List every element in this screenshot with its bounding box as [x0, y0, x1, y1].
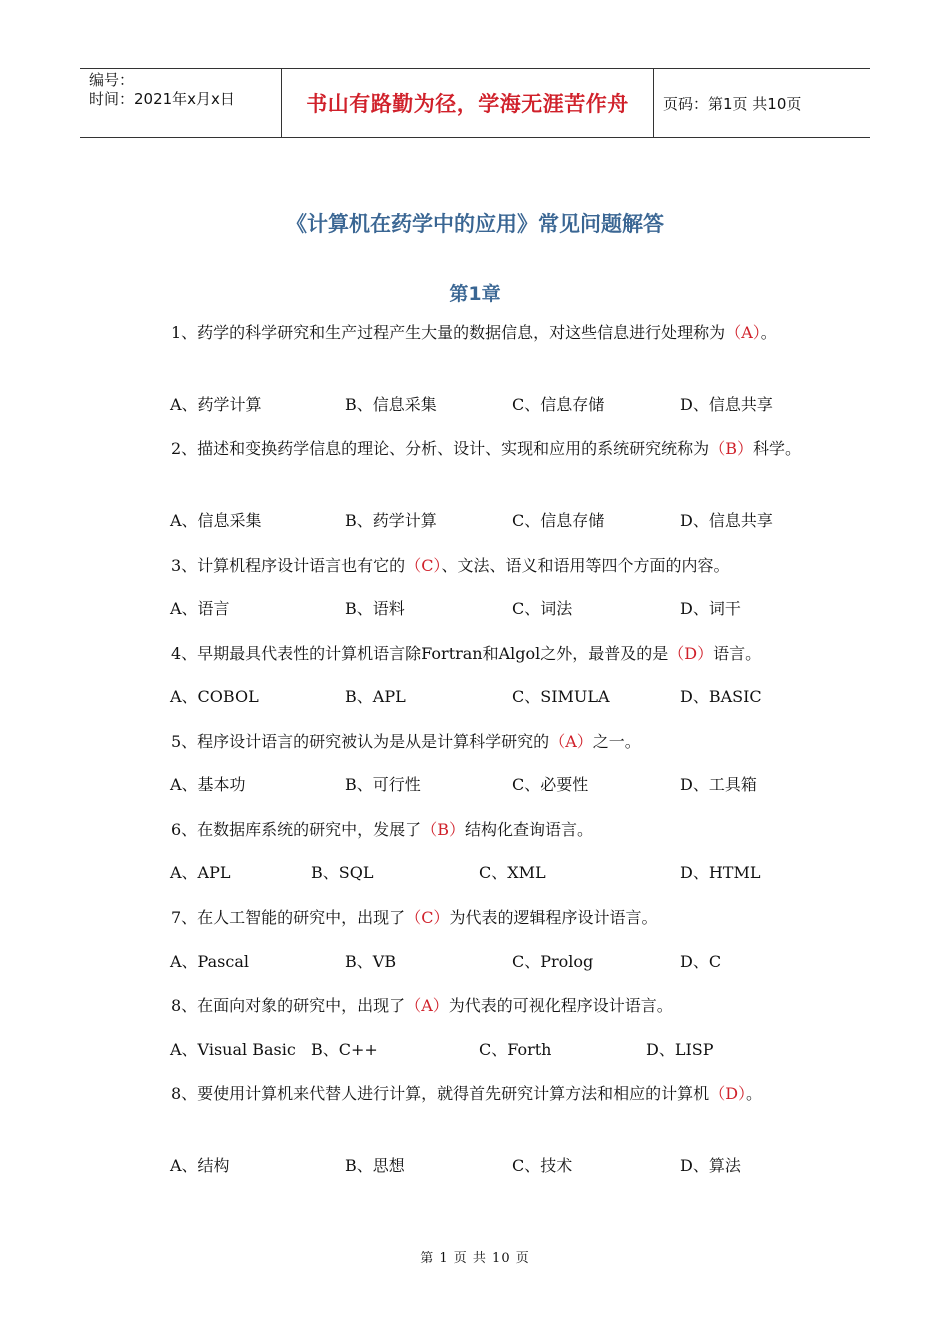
answer: （A）: [405, 996, 449, 1015]
question-6: [145, 815, 825, 844]
question-text-end: 为代表的可视化程序设计语言。: [448, 996, 673, 1015]
question-text: 2、描述和变换药学信息的理论、分析、设计、实现和应用的系统研究统称为: [171, 439, 710, 458]
option-d: D、HTML: [680, 863, 761, 882]
page-info: 页码：第1页 共10页: [663, 94, 802, 113]
option-c: C、信息存储: [512, 511, 605, 530]
option-b: B、思想: [345, 1156, 405, 1175]
time-label: 时间：2021年x月x日: [89, 90, 235, 108]
option-b: B、SQL: [311, 863, 374, 882]
question-text-end: 、文法、语义和语用等四个方面的内容。: [441, 556, 730, 575]
motto: 书山有路勤为径，学海无涯苦作舟: [281, 69, 654, 137]
option-c: C、XML: [479, 863, 546, 882]
option-c: C、信息存储: [512, 395, 605, 414]
option-c: C、词法: [512, 599, 573, 618]
question-1: [145, 318, 805, 347]
question-text: 8、要使用计算机来代替人进行计算，就得首先研究计算方法和相应的计算机: [171, 1084, 710, 1103]
question-text: 6、在数据库系统的研究中，发展了: [171, 820, 422, 839]
option-b: B、APL: [345, 687, 406, 706]
question-text: 8、在面向对象的研究中，出现了: [171, 996, 406, 1015]
question-8: [145, 991, 825, 1020]
document-title: 《计算机在药学中的应用》常见问题解答: [286, 212, 664, 236]
answer: （A）: [725, 323, 761, 342]
option-a: A、APL: [170, 863, 231, 882]
question-3: [145, 551, 825, 580]
question-4: [145, 639, 825, 668]
answer: （D）: [709, 1084, 747, 1103]
option-d: D、信息共享: [680, 511, 773, 530]
answer: （D）: [668, 644, 714, 663]
answer: （C）: [405, 908, 450, 927]
option-d: D、BASIC: [680, 687, 762, 706]
option-b: B、药学计算: [345, 511, 437, 530]
answer: （B）: [709, 439, 753, 458]
option-d: D、C: [680, 952, 722, 971]
option-c: C、Prolog: [512, 952, 594, 971]
answer: （C）: [405, 556, 442, 575]
header-left-cell: [80, 69, 281, 137]
question-text: 3、计算机程序设计语言也有它的: [171, 556, 406, 575]
question-text-end: 科学。: [752, 439, 801, 458]
option-c: C、必要性: [512, 775, 589, 794]
question-text-end: 。: [760, 323, 777, 342]
option-b: B、信息采集: [345, 395, 437, 414]
option-c: C、Forth: [479, 1040, 552, 1059]
question-text-end: 。: [746, 1084, 763, 1103]
option-a: A、COBOL: [170, 687, 259, 706]
option-b: B、VB: [345, 952, 397, 971]
question-7: [145, 903, 825, 932]
question-text-end: 结构化查询语言。: [464, 820, 593, 839]
question-text-end: 之一。: [592, 732, 641, 751]
page-footer: 第 1 页 共 10 页: [420, 1251, 530, 1266]
option-a: A、结构: [170, 1156, 230, 1175]
option-a: A、基本功: [170, 775, 246, 794]
option-b: B、C++: [311, 1040, 378, 1059]
option-d: D、LISP: [646, 1040, 714, 1059]
answer: （A）: [549, 732, 593, 751]
question-9: [145, 1079, 785, 1108]
question-5: [145, 727, 825, 756]
question-text: 5、程序设计语言的研究被认为是从是计算科学研究的: [171, 732, 550, 751]
question-text-end: 语言。: [713, 644, 762, 663]
option-a: A、药学计算: [170, 395, 262, 414]
option-a: A、语言: [170, 599, 230, 618]
option-c: C、技术: [512, 1156, 573, 1175]
answer: （B）: [421, 820, 465, 839]
option-a: A、Pascal: [170, 952, 249, 971]
header-table: [80, 68, 870, 138]
option-c: C、SIMULA: [512, 687, 610, 706]
option-d: D、词干: [680, 599, 741, 618]
option-b: B、语料: [345, 599, 405, 618]
chapter-heading: 第1章: [449, 283, 501, 305]
question-text: 4、早期最具代表性的计算机语言除Fortran和Algol之外，最普及的是: [171, 644, 669, 663]
question-text-end: 为代表的逻辑程序设计语言。: [449, 908, 658, 927]
option-a: A、Visual Basic: [170, 1040, 296, 1059]
option-d: D、工具箱: [680, 775, 757, 794]
question-text: 1、药学的科学研究和生产过程产生大量的数据信息，对这些信息进行处理称为: [171, 323, 726, 342]
option-d: D、信息共享: [680, 395, 773, 414]
option-a: A、信息采集: [170, 511, 262, 530]
question-2: [145, 434, 805, 463]
number-label: 编号：: [89, 71, 135, 89]
option-b: B、可行性: [345, 775, 421, 794]
option-d: D、算法: [680, 1156, 741, 1175]
question-text: 7、在人工智能的研究中，出现了: [171, 908, 406, 927]
